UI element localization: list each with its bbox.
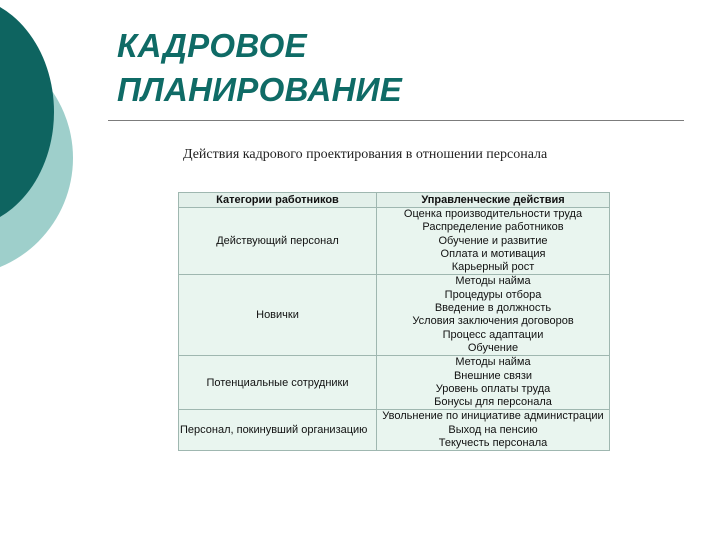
action-item: Внешние связи xyxy=(453,369,533,382)
action-item: Увольнение по инициативе администрации xyxy=(382,410,604,423)
action-item: Методы найма xyxy=(455,275,531,288)
action-item: Методы найма xyxy=(455,356,531,369)
table-row xyxy=(179,410,610,451)
action-item: Уровень оплаты труда xyxy=(435,382,551,395)
action-item: Обучение и развитие xyxy=(438,234,548,247)
action-item: Распределение работников xyxy=(422,221,564,234)
category-current-staff: Действующий персонал xyxy=(179,208,377,275)
title-line-2: ПЛАНИРОВАНИЕ xyxy=(117,71,403,108)
slide-title xyxy=(117,24,402,112)
category-potential-staff: Потенциальные сотрудники xyxy=(179,356,377,410)
title-divider xyxy=(108,120,684,121)
action-item: Введение в должность xyxy=(434,302,552,315)
actions-cell xyxy=(377,410,610,451)
decorative-circles xyxy=(0,0,110,300)
action-item: Обучение xyxy=(467,341,519,354)
table-caption: Действия кадрового проектирования в отношении персонала xyxy=(183,147,548,162)
action-item: Бонусы для персонала xyxy=(434,396,552,409)
category-former-staff: Персонал, покинувший организацию xyxy=(179,410,377,451)
action-item: Выход на пенсию xyxy=(448,423,538,436)
action-item: Процедуры отбора xyxy=(444,288,542,301)
action-item: Оценка производительности труда xyxy=(403,208,583,220)
actions-cell xyxy=(377,356,610,410)
action-item: Карьерный рост xyxy=(451,261,535,274)
title-line-1: КАДРОВОЕ xyxy=(117,27,307,64)
actions-cell xyxy=(377,208,610,275)
personnel-actions-table xyxy=(178,192,610,451)
action-item: Условия заключения договоров xyxy=(412,315,574,328)
table-row xyxy=(179,208,610,275)
table-row xyxy=(179,356,610,410)
action-item: Текучесть персонала xyxy=(438,437,548,450)
header-categories: Категории работников xyxy=(179,193,377,208)
table-header-row xyxy=(179,193,610,208)
actions-cell xyxy=(377,275,610,356)
action-item: Оплата и мотивация xyxy=(440,247,546,260)
table-row xyxy=(179,275,610,356)
action-item: Процесс адаптации xyxy=(442,328,544,341)
header-actions: Управленческие действия xyxy=(377,193,610,208)
category-newcomers: Новички xyxy=(179,275,377,356)
